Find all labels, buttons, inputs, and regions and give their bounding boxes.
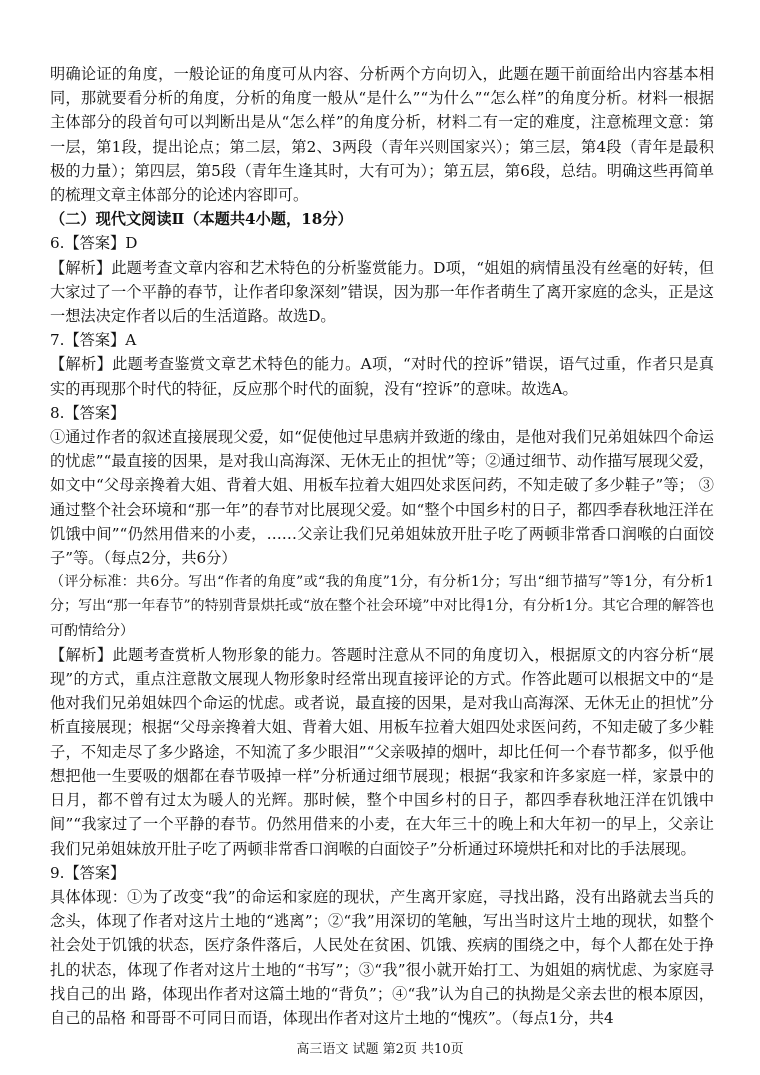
paragraph-material-analysis: 明确论证的角度，一般论证的角度可从内容、分析两个方向切入，此题在题干前面给出内容基本相同，那就要看分析的角度，分析的角度一般从“是什么”“为什么”“怎么样”的角度分析。材料一根据主体部分的段首句可以判断出是从“怎么样”的角度分析，材料二有一定的难度，注意梳理文意：第一层，第1段，提出论点；第二层，第2、3两段（青年兴则国家兴）；第三层，第4段（青年是最积极的力量）；第四层，第5段（青年生逢其时，大有可为）；第五层，第6段，总结。明确这些再简单的梳理文章主体部分的论述内容即可。: [50, 65, 714, 205]
section-heading: （二）现代文阅读Ⅱ（本题共4小题，18分）: [50, 210, 353, 229]
answer-8-label: 8.【答案】: [50, 403, 126, 422]
analysis-6: 【解析】此题考查文章内容和艺术特色的分析鉴赏能力。D项，“姐姐的病情虽没有丝毫的好转，但大家过了一个平静的春节，让作者印象深刻”错误，因为那一年作者萌生了离开家庭的念头，正是这一想法决定作者以后的生活道路。故选D。: [50, 258, 714, 326]
answer-9-label: 9.【答案】: [50, 863, 126, 882]
answer-8-content: ①通过作者的叙述直接展现父爱，如“促使他过早患病并致逝的缘由，是他对我们兄弟姐妹四个命运的忧虑”“最直接的因果，是对我山高海深、无休无止的担忧”等；②通过细节、动作描写展现父爱，如文中“父母亲搀着大姐、背着大姐、用板车拉着大姐四处求医问药，不知走破了多少鞋子”等； ③通过整个社会环境和“那一年”的春节对比展现父爱。如“整个中国乡村的日子，都四季春秋地汪洋在饥饿中间”“仍然用借来的小麦，……父亲让我们兄弟姐妹放开肚子吃了两顿非常香口润喉的白面饺子”等。（每点2分，共6分）: [50, 428, 714, 568]
scoring-standard: （评分标准：共6分。写出“作者的角度”或“我的角度”1分，有分析1分；写出“细节描写”等1分，有分析1分；写出“那一年春节”的特别背景烘托或“放在整个社会环境”中对比得1分，有分析1分。其它合理的解答也可酌情给分）: [50, 574, 714, 639]
page-footer: 高三语文 试题 第2页 共10页: [296, 1042, 464, 1057]
analysis-7: 【解析】此题考查鉴赏文章艺术特色的能力。A项，“对时代的控诉”错误，语气过重，作者只是真实的再现那个时代的特征，反应那个时代的面貌，没有“控诉”的意味。故选A。: [50, 355, 714, 398]
answer-9-content: 具体体现：①为了改变“我”的命运和家庭的现状，产生离开家庭，寻找出路，没有出路就去当兵的念头，体现了作者对这片土地的“逃离”；②“我”用深切的笔触，写出当时这片土地的现状，如整个社会处于饥饿的状态，医疗条件落后，人民处在贫困、饥饿、疾病的围绕之中，每个人都在处于挣扎的状态，体现了作者对这片土地的“书写”；③“我”很小就开始打工、为姐姐的病忧虑、为家庭寻找自己的出 路，体现出作者对这篇土地的“背负”；④“我”认为自己的执拗是父亲去世的根本原因，自己的品格 和哥哥不可同日而语，体现出作者对这片土地的“愧疚”。（每点1分，共4: [50, 887, 714, 1027]
analysis-8: 【解析】此题考查赏析人物形象的能力。答题时注意从不同的角度切入，根据原文的内容分析“展现”的方式，重点注意散文展现人物形象时经常出现直接评论的方式。作答此题可以根据文中的“是他对我们兄弟姐妹四个命运的忧虑。或者说，最直接的因果，是对我山高海深、无休无止的担忧”分析直接展现；根据“父母亲搀着大姐、背着大姐、用板车拉着大姐四处求医问药，不知走破了多少鞋子，不知走尽了多少路途，不知流了多少眼泪”“父亲吸掉的烟叶，却比任何一个春节都多，似乎他想把他一生要吸的烟都在春节吸掉一样”分析通过细节展现；根据“我家和许多家庭一样，家景中的日月，都不曾有过太为暖人的光辉。那时候，整个中国乡村的日子，都四季春秋地汪洋在饥饿中间”“我家过了一个平静的春节。仍然用借来的小麦，在大年三十的晚上和大年初一的早上，父亲让我们兄弟姐妹放开肚子吃了两顿非常香口润喉的白面饺子”分析通过环境烘托和对比的手法展现。: [50, 645, 714, 858]
answer-6: 6.【答案】D: [50, 234, 138, 253]
answer-7: 7.【答案】A: [50, 331, 137, 350]
